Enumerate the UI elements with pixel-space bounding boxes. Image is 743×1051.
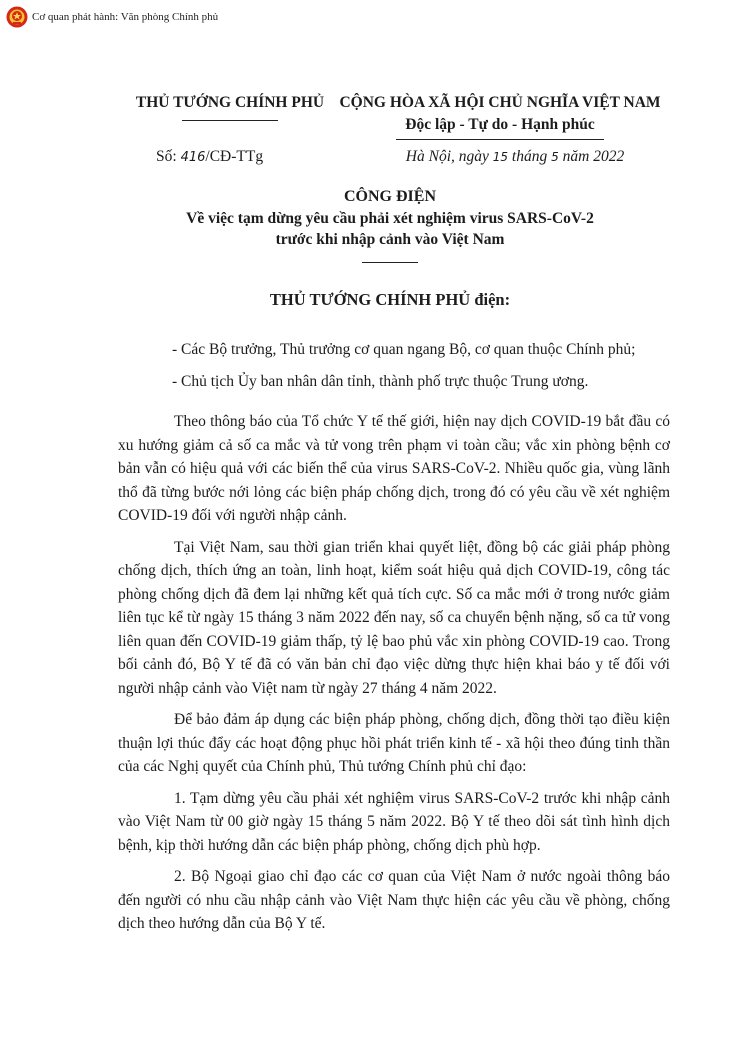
title-block [110, 186, 670, 263]
document-body [118, 410, 670, 944]
recipient-item: - Chủ tịch Ủy ban nhân dân tỉnh, thành phố trực thuộc Trung ương. [172, 373, 589, 390]
date-suffix: năm 2022 [558, 148, 625, 165]
body-paragraph: Để bảo đảm áp dụng các biện pháp phòng, chống dịch, đồng thời tạo điều kiện thuận lợi thúc đẩy các hoạt động phục hồi phát triển kinh tế - xã hội theo đúng tinh thần của các Nghị quyết của Chính phủ, Thủ tướng Chính phủ chỉ đạo: [118, 711, 670, 775]
document-number [156, 148, 263, 166]
title-underline [362, 262, 418, 263]
header-agency-block [110, 92, 350, 121]
date-day: 15 [492, 150, 509, 164]
date-mid: tháng [508, 148, 552, 165]
subject-line-2: trước khi nhập cảnh vào Việt Nam [275, 231, 505, 248]
body-paragraph: 1. Tạm dừng yêu cầu phải xét nghiệm virus SARS-CoV-2 trước khi nhập cảnh vào Việt Nam từ 00 giờ ngày 15 tháng 5 năm 2022. Bộ Y tế theo dõi sát tình hình dịch bệnh, kịp thời hướng dẫn các biện pháp phòng, chống dịch phù hợp. [118, 789, 670, 854]
national-motto: Độc lập - Tự do - Hạnh phúc [405, 116, 595, 133]
subject-line-1: Về việc tạm dừng yêu cầu phải xét nghiệm virus SARS-CoV-2 [186, 210, 594, 227]
national-emblem-icon [6, 6, 28, 28]
body-paragraph: Tại Việt Nam, sau thời gian triển khai quyết liệt, đồng bộ các giải pháp phòng chống dịch, thích ứng an toàn, linh hoạt, kiểm soát hiệu quả dịch COVID-19, công tác phòng chống dịch đã đem lại những kết quả tích cực. Số ca mắc mới ở trong nước giảm liên tục kể từ ngày 15 tháng 3 năm 2022 đến nay, số ca chuyển bệnh nặng, số ca tử vong liên quan đến COVID-19 giảm thấp, tỷ lệ bao phủ vắc xin phòng COVID-19 cao. Trong bối cảnh đó, Bộ Y tế đã có văn bản chỉ đạo việc dừng thực hiện khai báo y tế đối với người nhập cảnh vào Việt nam từ ngày 27 tháng 4 năm 2022. [118, 538, 670, 697]
recipient-list [172, 334, 635, 398]
date-prefix: Hà Nội, ngày [405, 148, 493, 165]
body-paragraph: 2. Bộ Ngoại giao chỉ đạo các cơ quan của Việt Nam ở nước ngoài thông báo đến người có nhu cầu nhập cảnh vào Việt Nam thực hiện các yêu cầu về phòng, chống dịch theo hướng dẫn của Bộ Y tế. [118, 868, 670, 932]
header-nation-block [330, 92, 670, 140]
document-type: CÔNG ĐIỆN [343, 188, 436, 205]
number-suffix: /CĐ-TTg [205, 148, 264, 165]
agency-name: THỦ TƯỚNG CHÍNH PHỦ [135, 94, 325, 111]
issuer-bar [6, 6, 218, 28]
issuer-label: Cơ quan phát hành: Văn phòng Chính phủ [32, 11, 219, 23]
nation-name: CỘNG HÒA XÃ HỘI CHỦ NGHĨA VIỆT NAM [339, 94, 661, 111]
agency-underline [182, 120, 278, 121]
document-date [360, 148, 670, 166]
number-handwritten: 416 [180, 150, 206, 165]
number-prefix: Số: [156, 148, 181, 165]
recipient-item: - Các Bộ trưởng, Thủ trưởng cơ quan ngang Bộ, cơ quan thuộc Chính phủ; [172, 341, 636, 358]
date-month: 5 [551, 150, 559, 164]
directive-heading: THỦ TƯỚNG CHÍNH PHỦ điện: [269, 290, 511, 309]
motto-underline [396, 139, 604, 140]
body-paragraph: Theo thông báo của Tổ chức Y tế thế giới, hiện nay dịch COVID-19 bắt đầu có xu hướng giảm cả số ca mắc và tử vong trên phạm vi toàn cầu; vắc xin phòng bệnh cơ bản vẫn có hiệu quả với các biến thể của virus SARS-CoV-2. Nhiều quốc gia, vùng lãnh thổ đã từng bước nới lỏng các biện pháp chống dịch, trong đó có yêu cầu về xét nghiệm COVID-19 đối với người nhập cảnh. [118, 413, 670, 524]
